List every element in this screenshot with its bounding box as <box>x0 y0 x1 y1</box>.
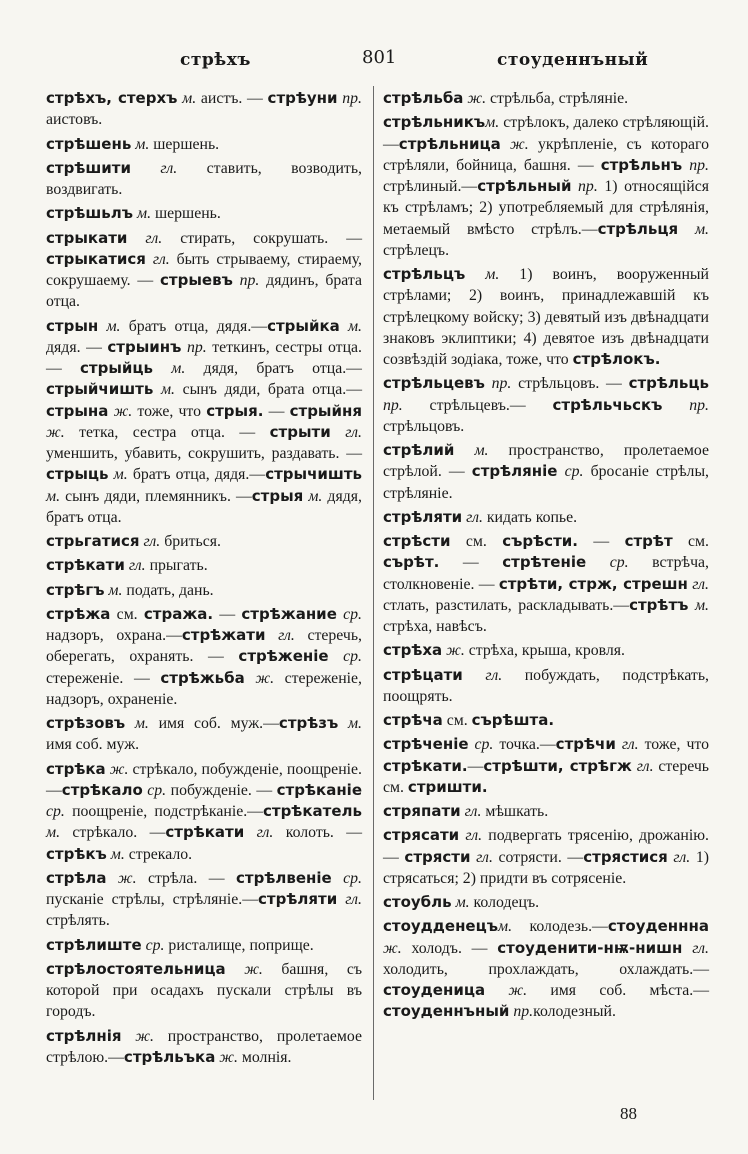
definition-text: см. <box>672 533 709 550</box>
grammar-label: гл. <box>139 533 161 550</box>
left-column <box>46 88 362 1068</box>
definition-text: пространство, пролетаемое стрѣлой. — <box>383 442 709 481</box>
headword: стрѣльця <box>597 219 679 238</box>
grammar-label: гл. <box>127 229 163 247</box>
definition-text: колоть. — <box>273 824 363 842</box>
definition-text: имя соб. муж. <box>46 736 140 754</box>
grammar-label: ср. <box>586 554 629 572</box>
headword: стрѣшити <box>46 158 132 177</box>
definition-text: братъ отца, дядя.— <box>127 466 266 484</box>
headword: стоуденити-нѭ-нишн <box>497 938 683 957</box>
dictionary-entry <box>46 580 362 601</box>
grammar-label: ср. <box>557 463 584 481</box>
grammar-label: м. <box>454 442 489 459</box>
grammar-label: гл. <box>687 575 709 593</box>
headword: стрыя <box>251 486 304 505</box>
grammar-label: м. <box>339 317 362 335</box>
definition-text: дядя, братъ отца.— <box>185 360 362 377</box>
dictionary-entry <box>383 440 709 504</box>
grammar-label: гл. <box>470 848 493 866</box>
definition-text: ристалище, поприще. <box>164 936 314 954</box>
definition-text: побужденіе. — <box>166 781 277 799</box>
dictionary-entry <box>383 892 709 913</box>
headword: стрыти <box>269 422 331 441</box>
grammar-label: м. <box>153 360 186 377</box>
definition-text: стирать, сокрушать. — <box>162 229 362 247</box>
headword: стрыинъ <box>107 337 182 356</box>
dictionary-entry <box>383 531 709 637</box>
headword: стрѣкъ <box>46 844 107 863</box>
definition-text: прыгать. <box>145 557 208 575</box>
grammar-label: м. <box>303 487 323 505</box>
headword: стрѣльчьскъ <box>552 395 663 414</box>
headword: стрѣшти, стрѣгж <box>483 756 632 775</box>
definition-text: братъ отца, дядя.— <box>120 317 268 335</box>
grammar-label: ж. <box>108 402 133 420</box>
definition-text: стрекало. <box>124 845 193 863</box>
dictionary-entry <box>383 264 709 370</box>
definition-text: стрѣла. — <box>136 869 237 887</box>
definition-text: имя соб. муж.— <box>148 715 279 732</box>
headword: стрѣлнія <box>46 1026 122 1045</box>
grammar-label: пр. <box>682 156 709 174</box>
definition-text: 1) стрясаться; 2) придти въ сотрясеніе. <box>383 848 710 887</box>
headword: стрѣжьба <box>160 668 245 687</box>
headword: стрѣкатель <box>262 802 362 820</box>
dictionary-entry <box>46 713 362 756</box>
headword: стрѣуни <box>267 89 338 107</box>
definition-text: шершень. <box>149 135 220 153</box>
definition-text: стеречь см. <box>383 757 709 796</box>
grammar-label: гл. <box>244 824 274 842</box>
grammar-label: гл. <box>460 803 482 820</box>
headword: стрѣлостоятельница <box>46 959 226 978</box>
definition-text: кидать копье. <box>482 508 578 526</box>
definition-text: побуждать, подстрѣкать, поощрять. <box>383 666 709 705</box>
headword: стрѣльцъ <box>383 265 466 283</box>
headword: стрѣканіе <box>276 780 362 799</box>
definition-text: тетка, сестра отца. — <box>64 423 270 441</box>
grammar-label: м. <box>688 596 710 614</box>
dictionary-entry <box>383 916 709 1022</box>
definition-text: точка.— <box>493 736 556 754</box>
dictionary-entry <box>46 868 362 932</box>
grammar-label: ж. <box>106 869 137 887</box>
headword: стража. <box>143 604 214 623</box>
definition-text: стрѣха, крыша, кровля. <box>464 642 625 660</box>
definition-text: стрѣльцовъ. — <box>511 375 629 393</box>
grammar-label: м. <box>131 135 150 153</box>
headword: стрѣзовъ <box>46 714 126 732</box>
headword: стрычишть <box>265 465 362 484</box>
definition-text: холодъ. — <box>401 939 498 957</box>
grammar-label: м. <box>498 918 513 936</box>
definition-text: стереженіе, надзоръ, охраненіе. <box>46 669 363 708</box>
dictionary-entry <box>46 959 362 1023</box>
grammar-label: пр. <box>383 396 403 414</box>
headword: стрѣкати <box>165 823 245 842</box>
dictionary-entry <box>383 112 709 261</box>
grammar-label: ср. <box>328 648 362 666</box>
headword: сърѣт. <box>383 553 440 572</box>
definition-text: ставить, возводить, воздвигать. <box>46 159 362 198</box>
headword: стрѣт <box>624 532 673 550</box>
grammar-label: ж. <box>244 669 275 687</box>
headword: стрѣжание <box>241 604 337 623</box>
definition-text: — <box>439 554 503 572</box>
grammar-label: ср. <box>141 936 165 954</box>
grammar-label: м. <box>104 581 123 599</box>
definition-text: аистъ. — <box>196 90 268 107</box>
definition-text: тоже, что <box>638 736 709 754</box>
grammar-label: ср. <box>142 781 167 799</box>
dictionary-entry <box>46 759 362 865</box>
grammar-label: пр. <box>509 1003 534 1021</box>
headword: стрѣкало <box>61 780 143 799</box>
headword: стрѣха <box>383 641 443 660</box>
definition-text: см. <box>450 533 503 550</box>
definition-text: пространство, пролетаемое стрѣлою.— <box>46 1027 362 1066</box>
headword: стрѣженіе <box>238 647 329 666</box>
headword: сърѣсти. <box>502 532 578 550</box>
grammar-label: ср. <box>336 605 362 623</box>
grammar-label: пр. <box>484 375 512 393</box>
grammar-label: м. <box>98 317 121 335</box>
definition-text: дядя. — <box>46 338 108 356</box>
headword: стрѣлиште <box>46 935 142 954</box>
grammar-label: м. <box>133 205 152 223</box>
definition-text: подать, дань. <box>122 581 214 599</box>
grammar-label: гл. <box>631 757 654 775</box>
headword: стоуденнъный <box>383 1002 510 1021</box>
grammar-label: ж. <box>383 939 402 957</box>
grammar-label: гл. <box>459 827 483 845</box>
grammar-label: м. <box>108 466 128 484</box>
definition-text: имя соб. мѣста.— <box>527 982 709 999</box>
dictionary-entry <box>383 640 709 661</box>
definition-text: колодецъ. <box>469 894 540 911</box>
headword: стрѣзъ <box>278 714 339 732</box>
definition-text: стрѣха, навѣсъ. <box>383 618 487 635</box>
definition-text: мѣшкать. <box>481 803 549 820</box>
headword: стрѣльць <box>628 374 709 393</box>
headword: стрѣлвеніе <box>236 868 332 887</box>
definition-text: тоже, что <box>132 402 207 420</box>
definition-text: стеречь, оберегать, охранять. — <box>46 627 362 666</box>
headword: стрѣльникъ <box>383 113 486 132</box>
definition-text: сотрясти. — <box>492 848 584 866</box>
headword: стрѣчи <box>555 735 616 754</box>
grammar-label: ж. <box>500 135 529 153</box>
definition-text: поощреніе, подстрѣканіе.— <box>64 803 263 820</box>
definition-text: колодезный. <box>533 1003 616 1021</box>
grammar-label: ср. <box>331 869 362 887</box>
headword: стрѣшень <box>46 134 132 153</box>
definition-text: укрѣпленіе, съ котораго стрѣляли, бойница, башня. — <box>383 135 709 174</box>
headword: стрыйць <box>80 359 154 377</box>
grammar-label: гл. <box>462 666 503 684</box>
headword: стрѣжати <box>181 626 266 644</box>
definition-text: молнія. <box>237 1048 292 1066</box>
headword: стрѣльъка <box>123 1047 216 1066</box>
grammar-label: ср. <box>468 736 494 754</box>
definition-text: стрѣкало. — <box>60 824 166 842</box>
headword: стрѣльный <box>477 177 572 195</box>
definition-text: 1) воинъ, вооруженный стрѣлами; 2) воинъ, принадлежавшій къ стрѣлецкому войску; 3) девятый изъ двѣнадцати знаковъ эклиптики; 4) девятое изъ двѣнадцати созвѣздій зодіака, тоже, что <box>383 266 709 368</box>
headword: стоуденица <box>383 981 486 999</box>
definition-text: быть стрываему, стираему, сокрушаему. — <box>46 250 362 289</box>
grammar-label: гл. <box>131 159 178 177</box>
headword: стоубль <box>383 893 452 911</box>
grammar-label: пр. <box>337 90 363 107</box>
definition-text: колодезь.— <box>512 918 608 936</box>
headword: стрѣхъ, стерхъ <box>46 89 178 107</box>
grammar-label: гл. <box>145 250 170 268</box>
header-left-guide-word: стрѣхъ <box>180 50 251 70</box>
grammar-label: пр. <box>662 396 710 414</box>
headword: стрыкатися <box>46 249 146 268</box>
page-header <box>0 47 748 80</box>
grammar-label: ж. <box>46 423 65 441</box>
definition-text: пусканіе стрѣлы, стрѣляніе.— <box>46 891 259 908</box>
definition-text: надзоръ, охрана.— <box>46 627 182 644</box>
headword: стрѣлокъ. <box>572 350 661 368</box>
headword: стрыць <box>46 465 109 484</box>
grammar-label: ж. <box>105 760 129 778</box>
definition-text: — <box>213 605 242 623</box>
dictionary-entry <box>46 531 362 552</box>
headword: стрьгатися <box>46 532 140 550</box>
signature-mark: 88 <box>620 1104 637 1123</box>
headword: стоуденнна <box>607 917 709 936</box>
headword: стрѣти, стрж, стрешн <box>498 574 688 593</box>
definition-text: см. <box>442 712 472 729</box>
grammar-label: м. <box>485 114 500 132</box>
definition-text: бриться. <box>160 533 221 550</box>
dictionary-entry <box>46 555 362 576</box>
dictionary-entry <box>383 507 709 528</box>
grammar-label: пр. <box>571 178 598 195</box>
grammar-label: ж. <box>215 1048 238 1066</box>
grammar-label: м. <box>153 381 175 399</box>
headword: стрясти <box>404 847 471 866</box>
dictionary-entry <box>383 665 709 708</box>
definition-text: холодить, прохлаждать, охлаждать.— <box>383 960 709 978</box>
definition-text: см. <box>110 605 144 623</box>
definition-text: стрѣльцовъ. <box>383 417 465 435</box>
headword: стрѣшьлъ <box>46 204 134 223</box>
definition-text: стрѣлиный.— <box>383 178 478 195</box>
grammar-label: ср. <box>46 803 65 820</box>
definition-text: сынъ дяди, племянникъ. — <box>60 487 252 505</box>
definition-text: стрѣлокъ, далеко стрѣляющій.— <box>383 114 709 153</box>
grammar-label: ж. <box>463 90 487 107</box>
headword: стрыкати <box>46 228 128 247</box>
definition-text: стрѣльцевъ.— <box>402 396 553 414</box>
headword: стрѣляти <box>258 890 338 908</box>
dictionary-entry <box>46 316 362 529</box>
grammar-label: м. <box>106 845 125 863</box>
headword: стрѣжа <box>46 604 111 623</box>
headword: стоудденецъ <box>383 917 498 936</box>
headword: стрѣльница <box>398 134 501 153</box>
grammar-label: гл. <box>124 557 146 575</box>
headword: стряпати <box>383 802 461 820</box>
grammar-label: м. <box>451 894 470 911</box>
dictionary-entry <box>46 935 362 956</box>
dictionary-entry <box>46 604 362 710</box>
headword: стрѣкати <box>46 556 125 575</box>
headword: стрѣцати <box>383 665 463 684</box>
definition-text: шершень. <box>151 205 221 223</box>
definition-text: 1) относящійся къ стрѣламъ; 2) употребляемый для стрѣлянія, метаемый вмѣсто стрѣлъ.— <box>383 178 709 238</box>
headword: стрястися <box>583 847 668 866</box>
definition-text: стереженіе. — <box>46 669 161 687</box>
dictionary-entry <box>383 734 709 798</box>
headword: стрѣляніе <box>471 462 558 481</box>
dictionary-entry <box>383 88 709 109</box>
grammar-label: м. <box>465 266 500 283</box>
definition-text: стлать, разстилать, раскладывать.— <box>383 596 630 614</box>
headword: стрѣлий <box>383 441 455 459</box>
grammar-label: пр. <box>181 338 207 356</box>
definition-text: — <box>467 757 484 775</box>
headword: стрѣльнъ <box>600 155 683 174</box>
grammar-label: м. <box>338 715 363 732</box>
grammar-label: гл. <box>265 627 295 644</box>
grammar-label: ж. <box>121 1027 154 1045</box>
headword: стрѣгъ <box>46 580 105 599</box>
headword: стрын <box>46 316 99 335</box>
dictionary-entry <box>383 825 709 889</box>
definition-text: стрѣльба, стрѣляніе. <box>486 90 629 107</box>
headword: стрыйка <box>267 316 340 335</box>
definition-text: — <box>263 402 290 420</box>
definition-text: сынъ дяди, брата отца.— <box>175 381 362 399</box>
grammar-label: м. <box>125 715 149 732</box>
headword: стрѣка <box>46 759 106 778</box>
dictionary-entry <box>46 228 362 313</box>
headword: стрясати <box>383 826 460 845</box>
definition-text: дядя, братъ отца. <box>46 487 362 526</box>
definition-text: — <box>577 533 625 550</box>
headword: стрыевъ <box>160 271 233 289</box>
dictionary-entry <box>383 801 709 822</box>
definition-text: стрѣкало, побужденіе, поощреніе.— <box>46 760 362 799</box>
headword: стрыя. <box>206 401 264 420</box>
dictionary-entry <box>46 134 362 155</box>
grammar-label: ж. <box>225 960 263 978</box>
grammar-label: м. <box>46 824 61 842</box>
definition-text: теткинъ, сестры отца. — <box>46 338 362 377</box>
headword: стрѣляти <box>383 507 463 526</box>
header-right-guide-word: стоуденнъный <box>497 50 649 70</box>
dictionary-entry <box>46 158 362 201</box>
headword: стрыйня <box>289 401 363 420</box>
headword: стрѣла <box>46 868 107 887</box>
definition-text: бросаніе стрѣлы, стрѣляніе. <box>383 463 710 502</box>
definition-text: стрѣлять. <box>46 912 110 930</box>
headword: стрѣкати. <box>383 756 468 775</box>
headword: стрыйчишть <box>46 380 154 399</box>
definition-text: башня, съ которой при осадахъ пускали стрѣлы въ городъ. <box>46 960 363 1021</box>
dictionary-entry <box>46 1026 362 1069</box>
dictionary-entry <box>46 88 362 131</box>
dictionary-entry <box>383 373 709 437</box>
grammar-label: гл. <box>667 848 691 866</box>
grammar-label: гл. <box>462 508 483 526</box>
headword: стрѣльцевъ <box>383 374 485 393</box>
headword: стрѣча <box>383 711 443 729</box>
definition-text: подвергать трясенію, дрожанію. — <box>383 827 709 866</box>
dictionary-entry <box>383 710 709 731</box>
definition-text: дядинъ, брата отца. <box>46 272 362 311</box>
grammar-label: м. <box>46 487 61 505</box>
grammar-label: м. <box>678 220 709 238</box>
right-column <box>383 88 709 1023</box>
headword: сърѣшта. <box>471 711 555 729</box>
headword: стрына <box>46 401 109 420</box>
definition-text: уменшить, убавить, сокрушить, раздавать. — <box>46 445 362 462</box>
grammar-label: гл. <box>330 423 362 441</box>
column-divider <box>373 86 374 1100</box>
grammar-label: гл. <box>615 736 639 754</box>
definition-text: стрѣлецъ. <box>383 241 450 259</box>
grammar-label: м. <box>177 90 197 107</box>
grammar-label: ж. <box>442 642 465 660</box>
grammar-label: пр. <box>232 272 260 289</box>
headword: стрѣченіе <box>383 735 469 754</box>
page-number: 801 <box>362 47 397 68</box>
definition-text: аистовъ. <box>46 111 103 129</box>
headword: стрѣльба <box>383 89 464 107</box>
headword: стрѣтъ <box>629 595 689 614</box>
dictionary-entry <box>46 203 362 224</box>
grammar-label: гл. <box>682 939 709 957</box>
grammar-label: гл. <box>337 891 362 908</box>
definition-text: встрѣча, столкновеніе. — <box>383 554 709 593</box>
headword: стрѣтеніе <box>502 553 587 572</box>
headword: стришти. <box>407 777 488 796</box>
grammar-label: ж. <box>485 982 528 999</box>
headword: стрѣсти <box>383 532 451 550</box>
